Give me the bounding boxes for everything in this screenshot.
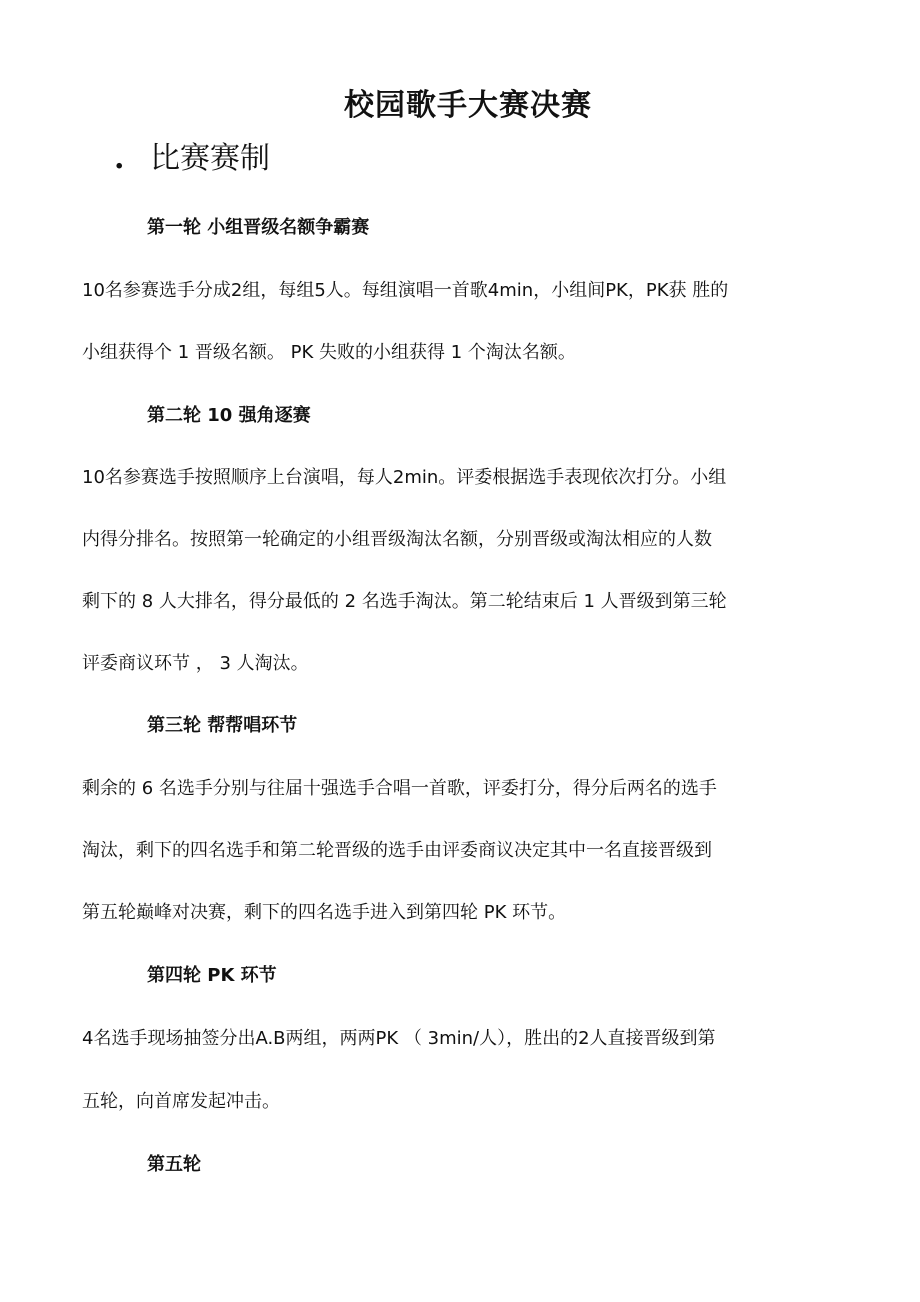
round-3-line-3: 第五轮巅峰对决赛，剩下的四名选手进入到第四轮 PK 环节。: [82, 902, 567, 923]
round-1-heading: 第一轮 小组晋级名额争霸赛: [147, 217, 370, 238]
round-3-heading: 第三轮 帮帮唱环节: [147, 715, 298, 736]
round-2-line-4: 评委商议环节 ， 3 人淘汰。: [82, 653, 309, 674]
round-2-line-3: 剩下的 8 人大排名，得分最低的 2 名选手淘汰。第二轮结束后 1 人晋级到第三轮: [82, 591, 727, 612]
round-1-line-1: 10名参赛选手分成2组，每组5人。每组演唱一首歌4min，小组间PK，PK获 胜的: [82, 280, 729, 301]
round-5-heading: 第五轮: [147, 1154, 201, 1175]
round-2-line-1: 10名参赛选手按照顺序上台演唱，每人2min。评委根据选手表现依次打分。小组: [82, 467, 727, 488]
section-heading-text: 比赛赛制: [150, 141, 270, 176]
round-4-heading: 第四轮 PK 环节: [147, 965, 277, 986]
page-title: 校园歌手大赛决赛: [344, 88, 592, 123]
round-2-heading: 第二轮 10 强角逐赛: [147, 405, 311, 426]
round-2-line-2: 内得分排名。按照第一轮确定的小组晋级淘汰名额，分别晋级或淘汰相应的人数: [82, 529, 712, 550]
round-1-line-2: 小组获得个 1 晋级名额。 PK 失败的小组获得 1 个淘汰名额。: [82, 342, 576, 363]
round-3-line-2: 淘汰，剩下的四名选手和第二轮晋级的选手由评委商议决定其中一名直接晋级到: [82, 840, 712, 861]
section-bullet: .: [114, 141, 125, 176]
round-3-line-1: 剩余的 6 名选手分别与往届十强选手合唱一首歌，评委打分，得分后两名的选手: [82, 778, 717, 799]
round-4-line-2: 五轮，向首席发起冲击。: [82, 1091, 280, 1112]
round-4-line-1: 4名选手现场抽签分出A.B两组，两两PK （ 3min/人），胜出的2人直接晋级到第: [82, 1028, 716, 1049]
section-heading: [114, 137, 270, 181]
